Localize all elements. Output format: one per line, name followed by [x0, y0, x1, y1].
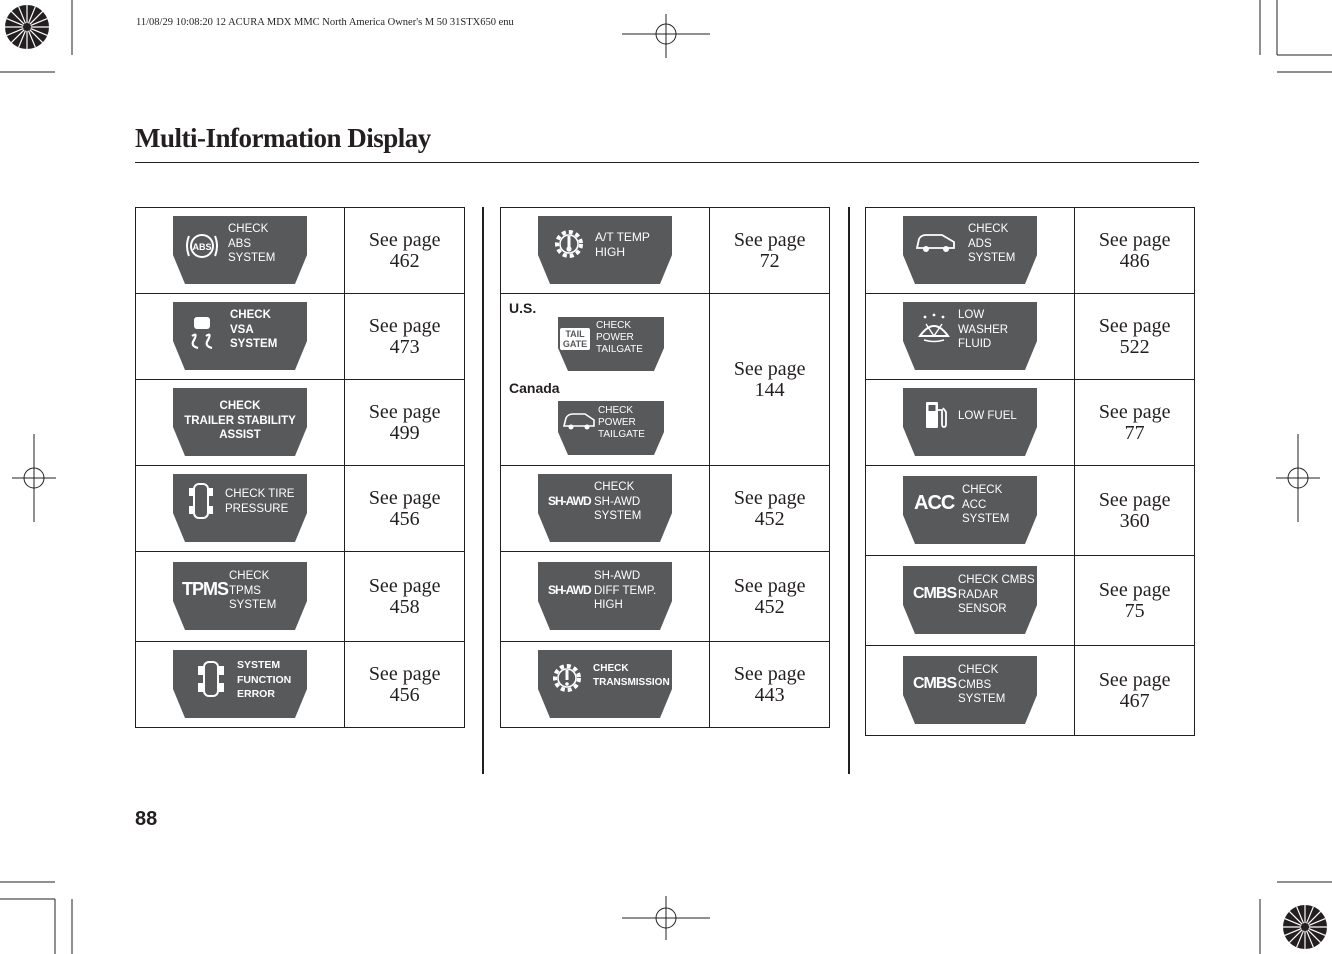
- page-reference: [1075, 556, 1195, 646]
- see-page-label: See page: [733, 357, 806, 380]
- column-divider-2: [848, 207, 850, 774]
- message-text: CHECK ADS SYSTEM: [968, 223, 1016, 264]
- page-reference: [710, 642, 830, 728]
- table-row: [866, 646, 1195, 736]
- washer-fluid-icon: [916, 312, 952, 344]
- see-page-label: See page: [368, 574, 441, 597]
- cmbs-icon: CMBS: [913, 675, 957, 692]
- page-number-footer: 88: [135, 808, 158, 830]
- tire-system-car-icon: [196, 658, 226, 700]
- page-reference: [345, 380, 465, 466]
- region-label-canada: Canada: [509, 380, 560, 396]
- message-cell: [136, 208, 345, 294]
- cmbs-icon: CMBS: [913, 585, 957, 602]
- registration-mark-top-left: [0, 0, 80, 80]
- page-number: 486: [1119, 249, 1150, 272]
- message-cell: [136, 380, 345, 466]
- see-page-label: See page: [368, 314, 441, 337]
- abs-warning-icon: [184, 230, 220, 262]
- message-cell: [866, 294, 1075, 380]
- message-cell: [866, 646, 1075, 736]
- table-row: [866, 466, 1195, 556]
- crop-mark-bottom-left: [0, 874, 80, 954]
- title-rule: [135, 162, 1199, 163]
- message-cell: [136, 294, 345, 380]
- table-row: [866, 380, 1195, 466]
- table-row: [501, 466, 830, 552]
- page-number: 144: [754, 378, 785, 401]
- message-cell: [136, 466, 345, 552]
- message-text: CHECK CMBS SYSTEM: [958, 664, 1006, 705]
- region-label-us: U.S.: [509, 300, 537, 316]
- table-row: [136, 466, 465, 552]
- message-text: A/T TEMP HIGH: [595, 230, 650, 259]
- see-page-label: See page: [368, 486, 441, 509]
- message-text: CHECK ABS SYSTEM: [228, 223, 276, 264]
- page-title: Multi-Information Display: [135, 123, 431, 153]
- table-row: [136, 552, 465, 642]
- page-reference: [345, 552, 465, 642]
- table-row: [136, 294, 465, 380]
- message-cell: [501, 642, 710, 728]
- page-reference: [710, 552, 830, 642]
- message-text: CHECK TIRE PRESSURE: [225, 488, 295, 515]
- page-reference: [1075, 646, 1195, 736]
- see-page-label: See page: [1098, 668, 1171, 691]
- message-table-3: [865, 207, 1195, 736]
- message-text: CHECK TRANSMISSION: [593, 663, 670, 688]
- message-text-us: CHECK POWER TAILGATE: [596, 320, 643, 355]
- page-reference: [1075, 466, 1195, 556]
- transmission-temp-gear-icon: [551, 226, 587, 262]
- message-cell: [866, 208, 1075, 294]
- page-number: 72: [759, 249, 780, 272]
- table-row: [501, 208, 830, 294]
- acc-icon: ACC: [914, 492, 955, 514]
- message-table-1: [135, 207, 465, 728]
- page-number: 443: [754, 683, 785, 706]
- table-row: [866, 556, 1195, 646]
- message-text: LOW FUEL: [958, 410, 1017, 422]
- crosshair-bottom: [622, 896, 710, 940]
- suv-tailgate-icon: [561, 410, 597, 432]
- message-text: CHECK VSA SYSTEM: [230, 309, 278, 350]
- see-page-label: See page: [368, 400, 441, 423]
- see-page-label: See page: [368, 228, 441, 251]
- table-row: [866, 208, 1195, 294]
- page-number: 360: [1119, 509, 1150, 532]
- see-page-label: See page: [733, 486, 806, 509]
- sh-awd-icon: SH-AWD: [548, 583, 591, 597]
- message-text: SYSTEM FUNCTION ERROR: [237, 659, 292, 700]
- page-number: 473: [389, 335, 420, 358]
- page-number: 458: [389, 595, 420, 618]
- page-reference: [1075, 380, 1195, 466]
- table-row: [136, 208, 465, 294]
- message-cell: [501, 552, 710, 642]
- see-page-label: See page: [733, 228, 806, 251]
- crosshair-right: [1276, 434, 1320, 522]
- see-page-label: See page: [1098, 400, 1171, 423]
- page-reference: [1075, 208, 1195, 294]
- message-cell: [501, 466, 710, 552]
- crosshair-top: [622, 14, 710, 58]
- page-reference: [345, 466, 465, 552]
- page-number: 456: [389, 507, 420, 530]
- table-row: [501, 642, 830, 728]
- page-reference: [710, 208, 830, 294]
- column-divider-1: [482, 207, 484, 774]
- page-reference: [710, 294, 830, 466]
- message-cell: [501, 208, 710, 294]
- page-reference: [345, 208, 465, 294]
- message-text-canada: CHECK POWER TAILGATE: [598, 405, 645, 440]
- message-cell: [136, 552, 345, 642]
- page-reference: [345, 294, 465, 380]
- see-page-label: See page: [1098, 488, 1171, 511]
- crop-mark-top-right: [1252, 0, 1332, 80]
- table-row: [866, 294, 1195, 380]
- page-number: 75: [1124, 599, 1145, 622]
- page-number: 499: [389, 421, 420, 444]
- message-text: SH-AWD DIFF TEMP. HIGH: [594, 570, 657, 611]
- sh-awd-icon: SH-AWD: [548, 494, 591, 508]
- message-cell: [501, 294, 710, 466]
- table-row: [501, 294, 830, 466]
- page-number: 77: [1124, 421, 1145, 444]
- print-header: 11/08/29 10:08:20 12 ACURA MDX MMC North America Owner's M 50 31STX650 enu: [136, 17, 514, 28]
- see-page-label: See page: [1098, 228, 1171, 251]
- see-page-label: See page: [733, 662, 806, 685]
- message-text: CHECK SH-AWD SYSTEM: [594, 481, 642, 522]
- page-number: 522: [1119, 335, 1150, 358]
- see-page-label: See page: [1098, 578, 1171, 601]
- message-cell: [136, 642, 345, 728]
- page-reference: [710, 466, 830, 552]
- message-cell: [866, 556, 1075, 646]
- table-row: [501, 552, 830, 642]
- tire-pressure-car-icon: [188, 480, 214, 522]
- page-number: 467: [1119, 689, 1150, 712]
- abs-icon-label: ABS: [192, 242, 212, 252]
- see-page-label: See page: [733, 574, 806, 597]
- message-text: CHECK CMBS RADAR SENSOR: [958, 574, 1035, 615]
- message-text: CHECK TPMS SYSTEM: [229, 570, 277, 611]
- vsa-skid-icon: [186, 314, 218, 350]
- message-cell: [866, 466, 1075, 556]
- message-cell: [866, 380, 1075, 466]
- message-text: LOW WASHER FLUID: [958, 309, 1009, 350]
- message-text: CHECK ACC SYSTEM: [962, 484, 1010, 525]
- page-reference: [1075, 294, 1195, 380]
- page-number: 452: [754, 595, 785, 618]
- crosshair-left: [12, 434, 56, 522]
- table-row: [136, 642, 465, 728]
- page-number: 456: [389, 683, 420, 706]
- ads-suv-icon: [914, 230, 958, 256]
- message-table-2: [500, 207, 830, 728]
- fuel-pump-icon: [924, 400, 948, 430]
- see-page-label: See page: [368, 662, 441, 685]
- see-page-label: See page: [1098, 314, 1171, 337]
- tpms-icon: TPMS: [182, 579, 229, 599]
- registration-mark-bottom-right: [1252, 874, 1332, 954]
- message-text: CHECK TRAILER STABILITY ASSIST: [184, 400, 296, 441]
- page-number: 452: [754, 507, 785, 530]
- table-row: [136, 380, 465, 466]
- transmission-warning-gear-icon: [549, 660, 585, 696]
- page-number: 462: [389, 249, 420, 272]
- tailgate-icon: TAIL GATE: [562, 329, 588, 349]
- page-reference: [345, 642, 465, 728]
